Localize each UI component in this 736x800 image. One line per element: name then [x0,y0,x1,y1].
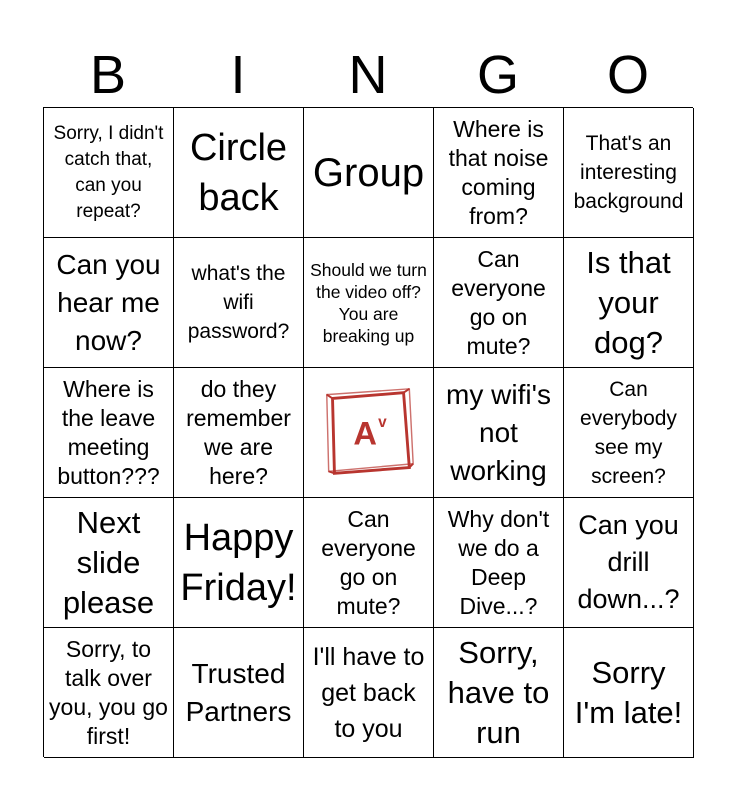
bingo-cell[interactable]: Sorry, have to run [434,628,564,758]
bingo-cell[interactable]: Should we turn the video off? You are breaking up [304,238,434,368]
header-letter-o: O [606,45,649,105]
bingo-cell[interactable]: Sorry, I didn't catch that, can you repeat? [44,108,174,238]
logo-superscript: v [377,413,387,431]
header-letter-i: I [230,45,246,105]
bingo-cell[interactable]: Where is that noise coming from? [434,108,564,238]
logo-letter: A [352,414,377,452]
bingo-board [43,107,693,757]
free-space-cell[interactable] [304,368,434,498]
bingo-cell[interactable]: Is that your dog? [564,238,694,368]
bingo-cell[interactable]: Why don't we do a Deep Dive...? [434,498,564,628]
bingo-cell[interactable]: do they remember we are here? [174,368,304,498]
bingo-cell[interactable]: That's an interesting background [564,108,694,238]
bingo-cell[interactable]: Can you drill down...? [564,498,694,628]
bingo-cell[interactable]: Sorry I'm late! [564,628,694,758]
header-letter-n: N [348,45,388,105]
bingo-cell[interactable]: Circle back [174,108,304,238]
logo-icon [321,385,417,481]
bingo-cell[interactable]: Can you hear me now? [44,238,174,368]
bingo-cell[interactable]: my wifi's not working [434,368,564,498]
bingo-cell[interactable]: Can everybody see my screen? [564,368,694,498]
header-letter-b: B [89,45,127,105]
bingo-cell[interactable]: what's the wifi password? [174,238,304,368]
bingo-cell[interactable]: Group [304,108,434,238]
bingo-cell[interactable]: Where is the leave meeting button??? [44,368,174,498]
bingo-cell[interactable]: Next slide please [44,498,174,628]
bingo-cell[interactable]: Trusted Partners [174,628,304,758]
bingo-cell[interactable]: Can everyone go on mute? [434,238,564,368]
bingo-header [43,44,693,106]
bingo-cell[interactable]: Can everyone go on mute? [304,498,434,628]
bingo-cell[interactable]: Sorry, to talk over you, you go first! [44,628,174,758]
header-letter-g: G [476,45,519,105]
bingo-cell[interactable]: I'll have to get back to you [304,628,434,758]
bingo-cell[interactable]: Happy Friday! [174,498,304,628]
